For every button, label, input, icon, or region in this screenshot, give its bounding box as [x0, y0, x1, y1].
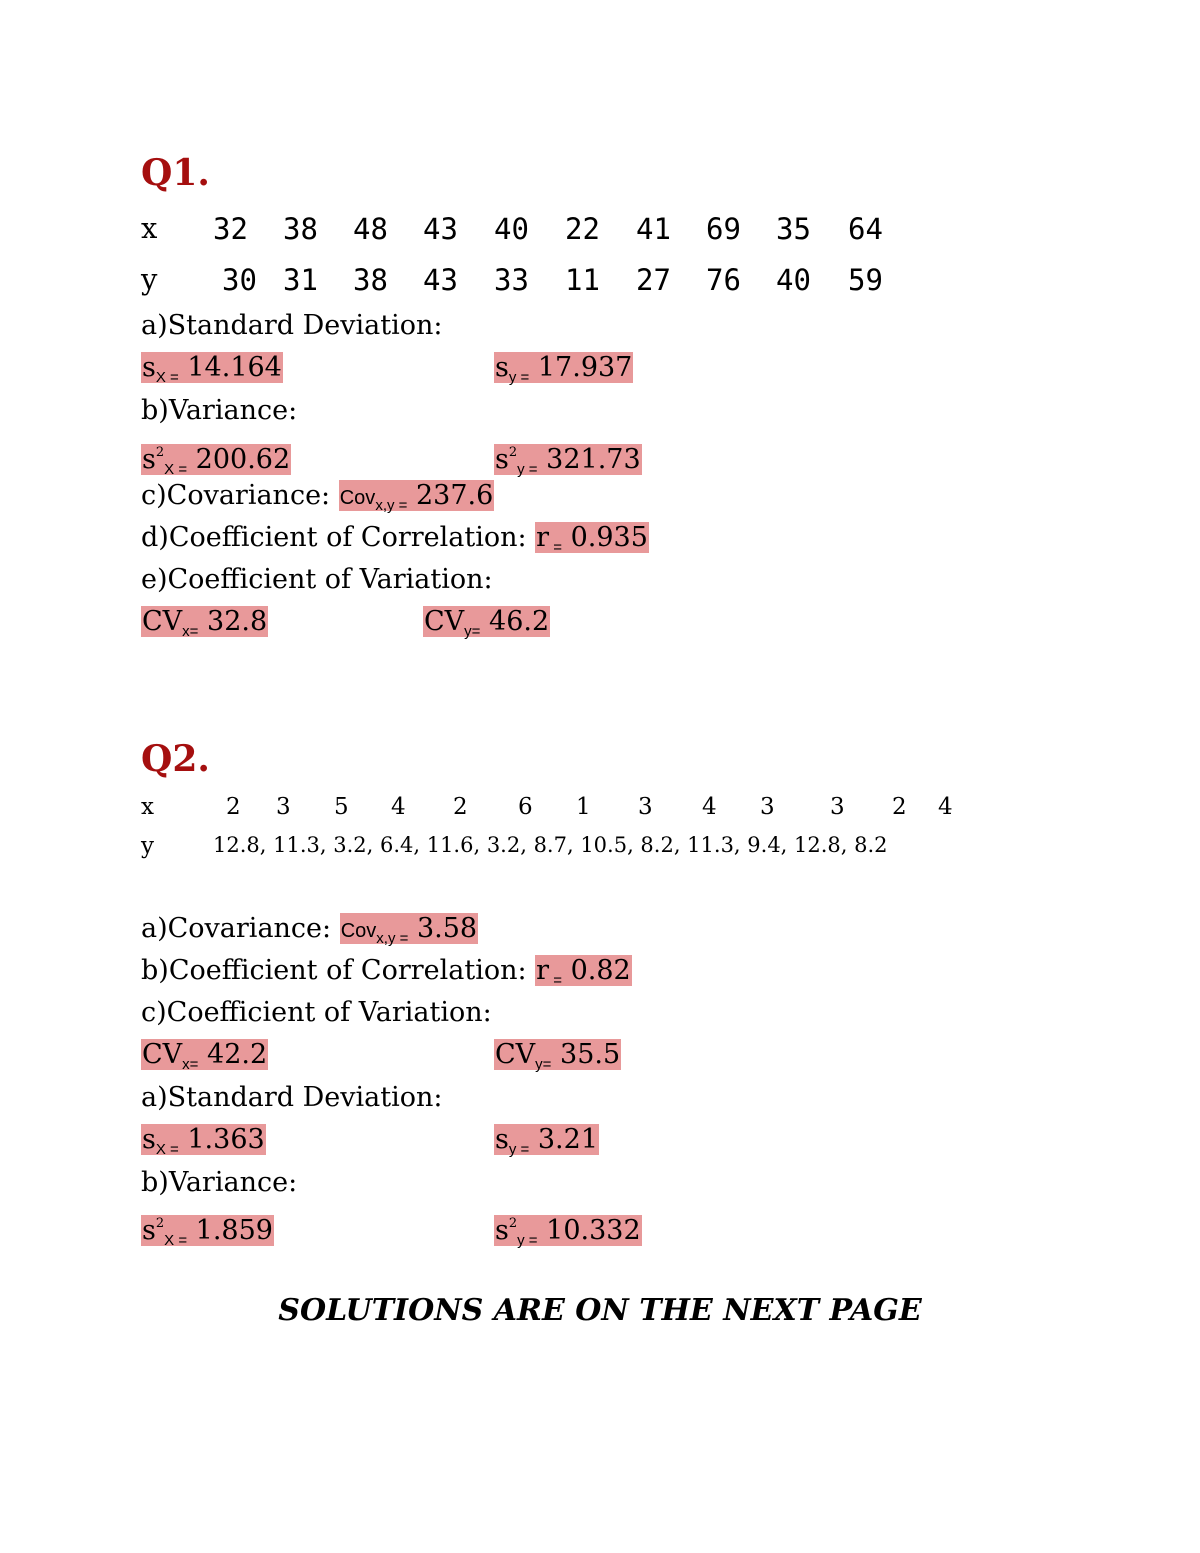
q1-cv-label: e)Coefficient of Variation: — [141, 564, 493, 595]
q1-y-label: y — [141, 262, 158, 296]
q1-x-value: 22 — [565, 212, 600, 246]
q2-x-value: 5 — [334, 794, 349, 820]
q1-y-value: 33 — [494, 263, 529, 297]
q1-x-value: 40 — [494, 212, 529, 246]
q2-x-value: 3 — [830, 794, 845, 820]
q1-y-value: 40 — [776, 263, 811, 297]
q1-var-x-answer: $s^2_{X =}$ 200.62 — [142, 444, 291, 478]
q2-correlation-answer: r $_=$ 0.82 — [536, 955, 631, 989]
q1-y-value: 30 — [222, 263, 257, 297]
q1-sy-answer: $s_{y =}$ 17.937 — [495, 352, 633, 386]
q1-x-value: 35 — [776, 212, 811, 246]
q1-y-value: 27 — [636, 263, 671, 297]
q1-x-value: 38 — [283, 212, 318, 246]
q2-y-label: y — [141, 833, 154, 859]
q1-covariance-label: c)Covariance: — [141, 480, 339, 511]
q1-variance-label: b)Variance: — [141, 395, 298, 426]
q2-y-values: 12.8, 11.3, 3.2, 6.4, 11.6, 3.2, 8.7, 10.5, 8.2, 11.3, 9.4, 12.8, 8.2 — [213, 833, 888, 857]
q1-sx-answer: $s_{X =}$ 14.164 — [142, 352, 282, 386]
q2-x-value: 2 — [892, 794, 907, 820]
q1-x-value: 41 — [636, 212, 671, 246]
q2-x-value: 3 — [276, 794, 291, 820]
q2-correlation-line — [141, 955, 632, 997]
q1-correlation-answer: r $_=$ 0.935 — [536, 522, 648, 556]
q1-y-value: 11 — [565, 263, 600, 297]
q2-var-x-answer: $s^2_{X =}$ 1.859 — [142, 1215, 273, 1249]
q2-x-value: 4 — [702, 794, 717, 820]
q2-covariance-label: a)Covariance: — [141, 913, 340, 944]
q2-x-label: x — [141, 794, 154, 820]
q1-x-value: 69 — [706, 212, 741, 246]
q2-covariance-line — [141, 913, 478, 955]
q1-y-value: 76 — [706, 263, 741, 297]
q1-y-value: 43 — [423, 263, 458, 297]
q2-x-value: 4 — [391, 794, 406, 820]
q2-heading: Q2. — [141, 738, 210, 780]
q1-cv-x-answer: $CV_{x=}$ 32.8 — [142, 606, 268, 640]
q2-correlation-label: b)Coefficient of Correlation: — [141, 955, 536, 986]
q2-x-value: 2 — [453, 794, 468, 820]
q1-cv-y-answer: $CV_{y=}$ 46.2 — [424, 606, 550, 640]
q2-sx-answer: $s_{X =}$ 1.363 — [142, 1124, 265, 1158]
q2-sy-answer: $s_{y =}$ 3.21 — [495, 1124, 598, 1158]
q1-covariance-answer: Cov$_{x,y =}$ 237.6 — [339, 480, 494, 514]
q1-y-value: 38 — [353, 263, 388, 297]
q1-x-value: 48 — [353, 212, 388, 246]
q1-var-y-answer: $s^2_{y =}$ 321.73 — [495, 444, 641, 478]
q2-variance-label: b)Variance: — [141, 1167, 298, 1198]
q1-x-value: 43 — [423, 212, 458, 246]
q1-correlation-label: d)Coefficient of Correlation: — [141, 522, 536, 553]
q1-covariance-line — [141, 480, 494, 522]
q2-std-dev-label: a)Standard Deviation: — [141, 1082, 443, 1113]
q1-x-value: 32 — [213, 212, 248, 246]
q2-cv-x-answer: $CV_{x=}$ 42.2 — [142, 1039, 268, 1073]
q2-x-value: 4 — [938, 794, 953, 820]
q1-heading: Q1. — [141, 152, 210, 194]
solutions-note: SOLUTIONS ARE ON THE NEXT PAGE — [278, 1293, 922, 1328]
q2-x-value: 3 — [638, 794, 653, 820]
q2-var-y-answer: $s^2_{y =}$ 10.332 — [495, 1215, 641, 1249]
q1-y-value: 59 — [848, 263, 883, 297]
q1-x-label: x — [141, 211, 158, 245]
q1-x-value: 64 — [848, 212, 883, 246]
q1-y-value: 31 — [283, 263, 318, 297]
q2-x-value: 1 — [576, 794, 591, 820]
q2-x-value: 2 — [226, 794, 241, 820]
q1-std-dev-label: a)Standard Deviation: — [141, 310, 443, 341]
q2-x-value: 3 — [760, 794, 775, 820]
q2-x-value: 6 — [518, 794, 533, 820]
q2-covariance-answer: Cov$_{x,y =}$ 3.58 — [340, 913, 478, 947]
q2-cv-label: c)Coefficient of Variation: — [141, 997, 492, 1028]
q2-cv-y-answer: $CV_{y=}$ 35.5 — [495, 1039, 621, 1073]
q1-correlation-line — [141, 522, 649, 564]
